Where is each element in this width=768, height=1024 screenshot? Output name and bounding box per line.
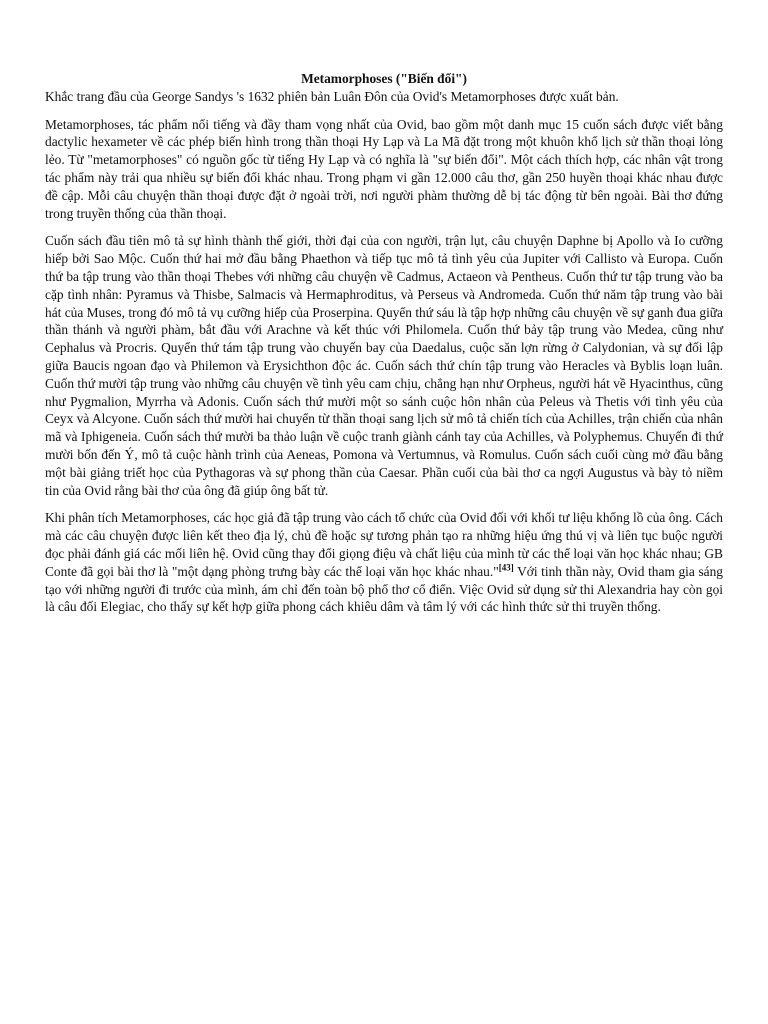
document-title: Metamorphoses ("Biến đổi") [301,71,467,86]
image-caption: Khắc trang đầu của George Sandys 's 1632 phiên bản Luân Đôn của Ovid's Metamorphoses được xuất bản. [45,88,619,104]
paragraph-intro: Metamorphoses, tác phẩm nổi tiếng và đầy tham vọng nhất của Ovid, bao gồm một danh mục 15 cuốn sách được viết bằng dactylic hexameter về các phép biến hình trong thần thoại Hy Lạp và La Mã đặt trong một khuôn khổ lịch sử thần thoại lỏng lẻo. Từ "metamorphoses" có nguồn gốc từ tiếng Hy Lạp và có nghĩa là "sự biến đổi". Một cách thích hợp, các nhân vật trong tác phẩm này trải qua nhiều sự biến đổi khác nhau. Trong phạm vi gần 12.000 câu thơ, gần 250 huyền thoại khác nhau được đề cập. Mỗi câu chuyện thần thoại được đặt ở ngoài trời, nơi người phàm thường dễ bị tác động từ bên ngoài. Bài thơ đứng trong truyền thống của thần thoại. [45,116,723,221]
paragraph-books-summary: Cuốn sách đầu tiên mô tả sự hình thành thế giới, thời đại của con người, trận lụt, câu chuyện Daphne bị Apollo và Io cưỡng hiếp bởi Sao Mộc. Cuốn thứ hai mở đầu bằng Phaethon và tiếp tục mô tả tình yêu của Jupiter với Callisto và Europa. Cuốn thứ ba tập trung vào thần thoại Thebes với những câu chuyện về Cadmus, Actaeon và Pentheus. Cuốn thứ tư tập trung vào ba cặp tình nhân: Pyramus và Thisbe, Salmacis và Hermaphroditus, và Perseus và Andromeda. Cuốn thứ năm tập trung vào bài hát của Muses, trong đó mô tả vụ cưỡng hiếp của Proserpina. Quyển thứ sáu là tập hợp những câu chuyện về sự ganh đua giữa thần thánh và người phàm, bắt đầu với Arachne và kết thúc với Philomela. Cuốn thứ bảy tập trung vào Medea, cũng như Cephalus và Procris. Quyển thứ tám tập trung vào chuyến bay của Daedalus, cuộc săn lợn rừng ở Calydonian, và sự đối lập giữa Baucis ngoan đạo và Philemon và Erysichthon độc ác. Cuốn sách thứ chín tập trung vào Heracles và Byblis loạn luân. Cuốn thứ mười tập trung vào những câu chuyện về tình yêu cam chịu, chẳng hạn như Orpheus, người hát về Hyacinthus, cũng như Pygmalion, Myrrha và Adonis. Cuốn sách thứ mười một so sánh cuộc hôn nhân của Peleus và Thetis với tình yêu của Ceyx và Alcyone. Cuốn sách thứ mười hai chuyển từ thần thoại sang lịch sử mô tả chiến tích của Achilles, trận chiến của nhân mã và Iphigeneia. Cuốn sách thứ mười ba thảo luận về cuộc tranh giành cánh tay của Achilles, và Polyphemus. Chuyến đi thứ mười bốn đến Ý, mô tả cuộc hành trình của Aeneas, Pomona và Vertumnus, và Romulus. Cuốn sách cuối cùng mở đầu bằng một bài giảng triết học của Pythagoras và sự phong thần của Caesar. Phần cuối của bài thơ ca ngợi Augustus và bày tỏ niềm tin của Ovid rằng bài thơ của ông đã giúp ông bất tử. [45,233,723,498]
paragraph-analysis-text-1: Khi phân tích Metamorphoses, các học giả đã tập trung vào cách tổ chức của Ovid đối với khối tư liệu khổng lồ của ông. Cách mà các câu chuyện được liên kết theo địa lý, chủ đề hoặc sự tương phản tạo ra những hiệu ứng thú vị và liên tục buộc người đọc phải đánh giá các mối liên hệ. Ovid cũng thay đổi giọng điệu và chất liệu của mình từ các thể loại văn học khác nhau; GB Conte đã gọi bài thơ là "một dạng phòng trưng bày các thể loại văn học khác nhau." [45,510,723,579]
reference-link[interactable]: [43] [498,562,514,573]
paragraph-analysis [45,509,723,616]
paragraph-analysis-text-2: Với tinh thần này, Ovid tham gia sáng tạo với những người đi trước của mình, ám chỉ đến toàn bộ phổ thơ cổ điển. Việc Ovid sử dụng sử thi Alexandria hay còn gọi là câu đối Elegiac, cho thấy sự kết hợp giữa phong cách khiêu dâm và tâm lý với các hình thức sử thi truyền thống. [45,563,723,615]
